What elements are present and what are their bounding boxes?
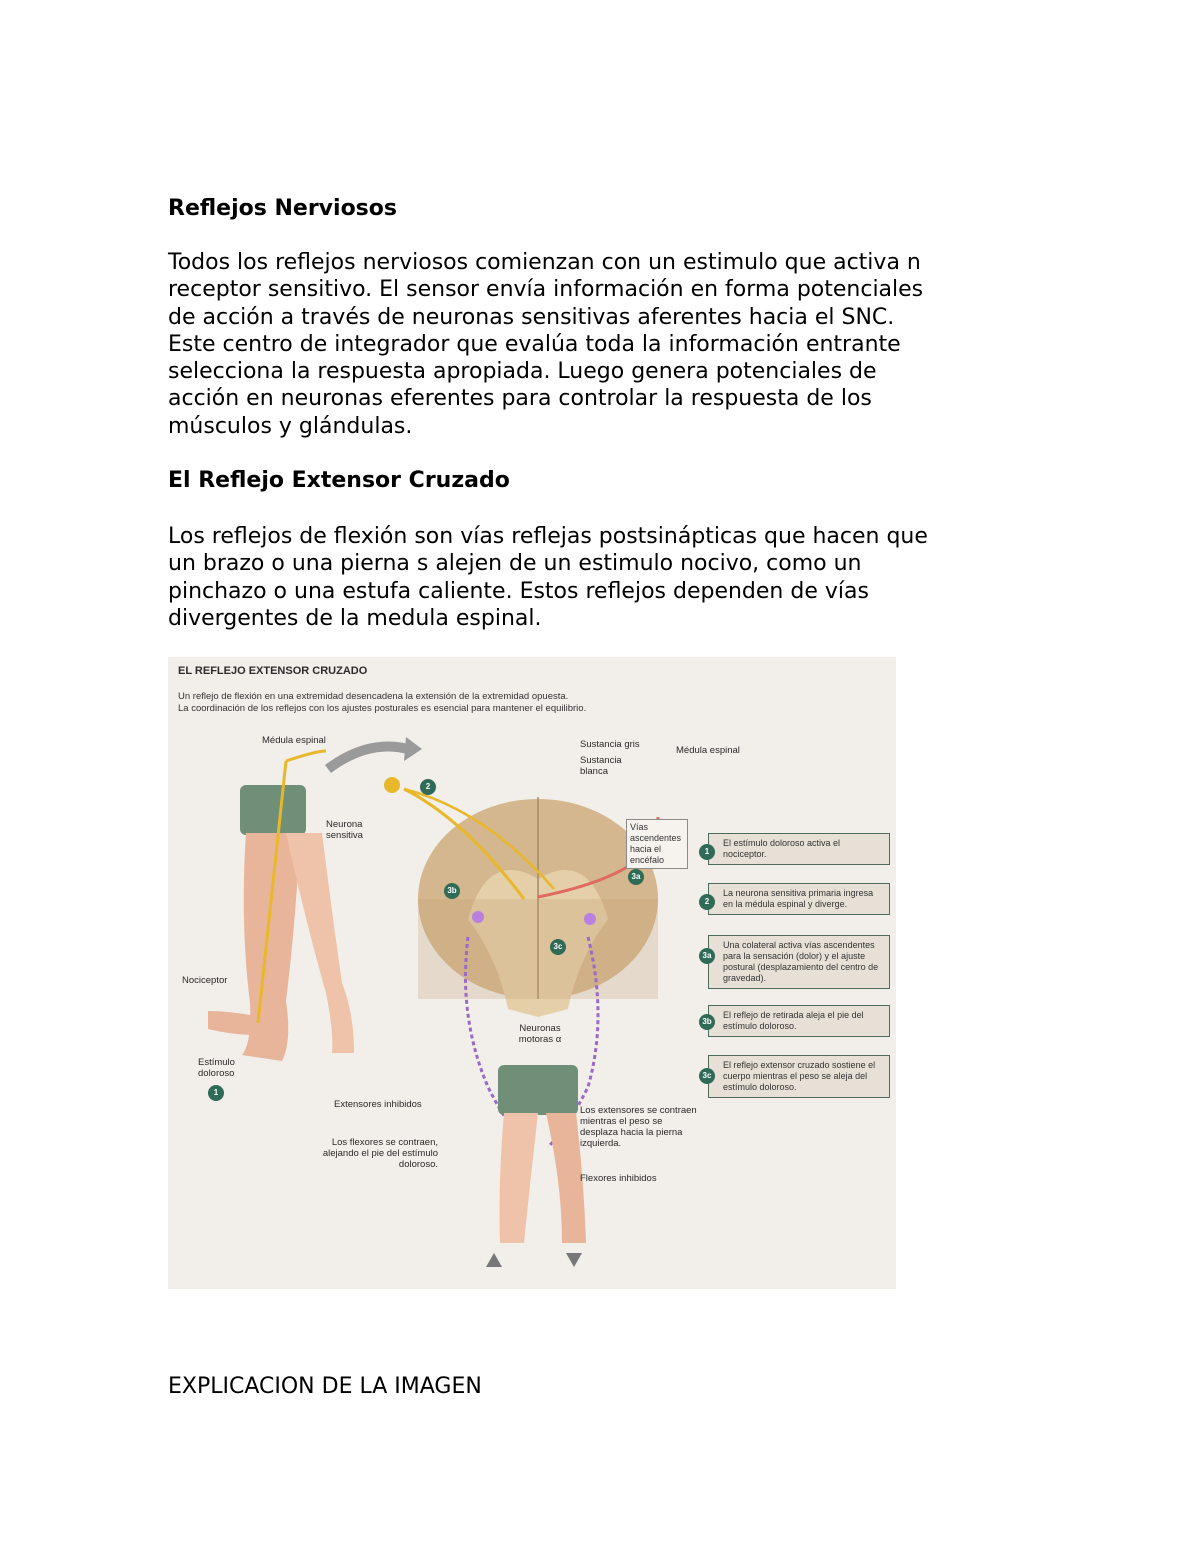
- step-badge: 3b: [699, 1014, 715, 1030]
- text-line: pinchazo o una estufa caliente. Estos reflejos dependen de vías: [168, 578, 869, 604]
- step-badge: 2: [699, 894, 715, 910]
- step-box-3a: [702, 935, 890, 989]
- label-neurona-sensitiva: Neurona sensitiva: [326, 819, 363, 841]
- label-extensores-inhibidos: Extensores inhibidos: [334, 1099, 422, 1110]
- text-line: selecciona la respuesta apropiada. Luego genera potenciales de: [168, 359, 877, 385]
- text-line: Todos los reflejos nerviosos comienzan con un estimulo que activa n: [168, 250, 921, 275]
- label-flexores-inhibidos: Flexores inhibidos: [580, 1173, 657, 1184]
- label-sustancia-gris: Sustancia gris: [580, 739, 640, 750]
- shorts-shape: [240, 785, 306, 835]
- label-extensores-contraen: Los extensores se contraen mientras el peso se desplaza hacia la pierna izquierda.: [580, 1105, 697, 1149]
- badge-step-1: 1: [208, 1085, 224, 1101]
- sensory-nerve-line: [286, 751, 326, 761]
- step-box-1: [704, 833, 890, 865]
- step-text: El reflejo de retirada aleja el pie del estímulo doloroso.: [723, 1010, 864, 1031]
- label-medula-espinal-top: Médula espinal: [262, 735, 326, 746]
- motor-neuron-body: [584, 913, 596, 925]
- section-heading-extensor: El Reflejo Extensor Cruzado: [168, 468, 510, 493]
- motor-neuron-body: [472, 911, 484, 923]
- step-text: El reflejo extensor cruzado sostiene el cuerpo mientras el peso se aleja del estímulo doloroso.: [723, 1060, 876, 1092]
- figure-extensor-cruzado: [168, 657, 896, 1289]
- step-box-2: [704, 883, 890, 915]
- label-medula-espinal-right: Médula espinal: [676, 745, 740, 756]
- badge-step-2: 2: [420, 779, 436, 795]
- text-line: Los reflejos de flexión son vías reflejas postsinápticas que hacen que: [168, 524, 928, 549]
- text-line: receptor sensitivo. El sensor envía información en forma potenciales: [168, 277, 924, 303]
- step-text: El estímulo doloroso activa el nociceptor.: [723, 838, 841, 859]
- text-line: divergentes de la medula espinal.: [168, 605, 542, 631]
- figure-title: EL REFLEJO EXTENSOR CRUZADO: [178, 665, 368, 677]
- step-text: La neurona sensitiva primaria ingresa en la médula espinal y diverge.: [723, 888, 874, 909]
- label-nociceptor: Nociceptor: [182, 975, 228, 986]
- paragraph-reflejos: [168, 249, 1033, 440]
- text-line: músculos y glándulas.: [168, 413, 413, 439]
- pointer-arrow: [328, 747, 408, 770]
- paragraph-extensor: [168, 523, 1033, 632]
- sensory-ganglion: [384, 777, 400, 793]
- badge-step-3a: 3a: [628, 869, 644, 885]
- spinal-cord-shadow: [418, 899, 658, 999]
- section-heading-reflejos: Reflejos Nerviosos: [168, 196, 397, 221]
- label-flexores-contraen: Los flexores se contraen, alejando el pie del estímulo doloroso.: [322, 1137, 438, 1170]
- label-estimulo-doloroso: Estímulo doloroso: [198, 1057, 235, 1079]
- text-line: un brazo o una pierna s alejen de un estimulo nocivo, como un: [168, 551, 862, 577]
- section-heading-explicacion: EXPLICACION DE LA IMAGEN: [168, 1374, 482, 1399]
- label-sustancia-blanca: Sustancia blanca: [580, 755, 622, 777]
- step-badge: 3a: [699, 948, 715, 964]
- up-arrow: [486, 1253, 502, 1267]
- badge-step-3b: 3b: [444, 883, 460, 899]
- down-arrow: [566, 1253, 582, 1267]
- pointer-arrowhead: [404, 737, 422, 761]
- step-badge: 1: [699, 844, 715, 860]
- step-badge: 3c: [699, 1068, 715, 1084]
- step-box-3c: [702, 1055, 890, 1098]
- step-text: Una colateral activa vías ascendentes para la sensación (dolor) y el ajuste postural (desplazamiento del centro de gravedad).: [723, 940, 879, 983]
- figure-caption: [178, 691, 718, 715]
- text-line: de acción a través de neuronas sensitivas aferentes hacia el SNC.: [168, 304, 895, 330]
- label-neuronas-motoras: Neuronas motoras α: [518, 1023, 562, 1045]
- step-box-3b: [702, 1005, 890, 1037]
- caption-line: La coordinación de los reflejos con los ajustes posturales es esencial para mantener el equilibrio.: [178, 703, 587, 714]
- text-line: Este centro de integrador que evalúa toda la información entrante: [168, 331, 901, 357]
- text-line: acción en neuronas eferentes para controlar la respuesta de los: [168, 386, 872, 412]
- badge-step-3c: 3c: [550, 939, 566, 955]
- bottom-left-leg-shape: [500, 1113, 539, 1243]
- shorts-bottom-shape: [498, 1065, 578, 1115]
- label-vias-ascendentes: Vías ascendentes hacia el encéfalo: [626, 819, 688, 869]
- caption-line: Un reflejo de flexión en una extremidad desencadena la extensión de la extremidad opuesta.: [178, 691, 569, 702]
- right-leg-shape: [286, 833, 354, 1053]
